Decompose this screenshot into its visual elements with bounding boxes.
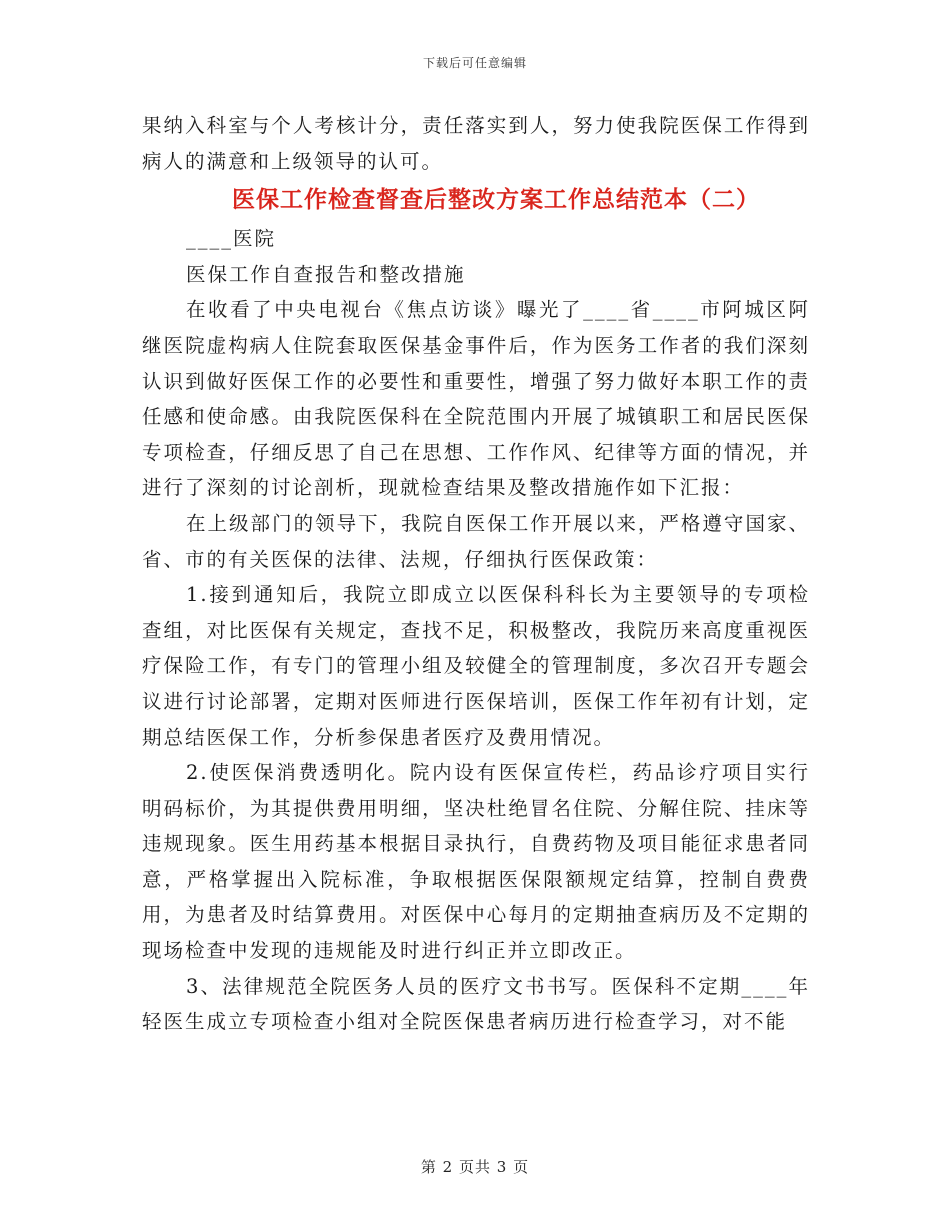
body-paragraph: 3、法律规范全院医务人员的医疗文书书写。医保科不定期____年轻医生成立专项检查小组对全院医保患者病历进行检查学习，对不能 — [142, 974, 810, 1034]
document-body — [142, 108, 810, 1040]
header-note: 下载后可任意编辑 — [422, 56, 527, 70]
page-number: 第 2 页共 3 页 — [420, 1158, 530, 1176]
body-paragraph: 1.接到通知后，我院立即成立以医保科科长为主要领导的专项检查组，对比医保有关规定，查找不足，积极整改，我院历来高度重视医疗保险工作，有专门的管理小组及较健全的管理制度，多次召开专题会议进行讨论部署，定期对医师进行医保培训，医保工作年初有计划，定期总结医保工作，分析参保患者医疗及费用情况。 — [142, 583, 810, 749]
body-paragraph: 2.使医保消费透明化。院内设有医保宣传栏，药品诊疗项目实行明码标价，为其提供费用明细，坚决杜绝冒名住院、分解住院、挂床等违规现象。医生用药基本根据目录执行，自费药物及项目能征求患者同意，严格掌握出入院标准，争取根据医保限额规定结算，控制自费费用，为患者及时结算费用。对医保中心每月的定期抽查病历及不定期的现场检查中发现的违规能及时进行纠正并立即改正。 — [142, 761, 810, 963]
body-paragraph: 在收看了中央电视台《焦点访谈》曝光了____省____市阿城区阿继医院虚构病人住院套取医保基金事件后，作为医务工作者的我们深刻认识到做好医保工作的必要性和重要性，增强了努力做好本职工作的责任感和使命感。由我院医保科在全院范围内开展了城镇职工和居民医保专项检查，仔细反思了自己在思想、工作作风、纪律等方面的情况，并进行了深刻的讨论剖析，现就检查结果及整改措施作如下汇报： — [142, 298, 810, 500]
document-subtitle: 医保工作自查报告和整改措施 — [186, 262, 466, 286]
document-title: 医保工作检查督查后整改方案工作总结范本（二） — [232, 186, 760, 214]
body-paragraph: 在上级部门的领导下，我院自医保工作开展以来，严格遵守国家、省、市的有关医保的法律、法规，仔细执行医保政策： — [142, 511, 810, 571]
hospital-line: ____医院 — [186, 227, 277, 251]
intro-paragraph: 果纳入科室与个人考核计分，责任落实到人，努力使我院医保工作得到病人的满意和上级领导的认可。 — [142, 114, 810, 173]
